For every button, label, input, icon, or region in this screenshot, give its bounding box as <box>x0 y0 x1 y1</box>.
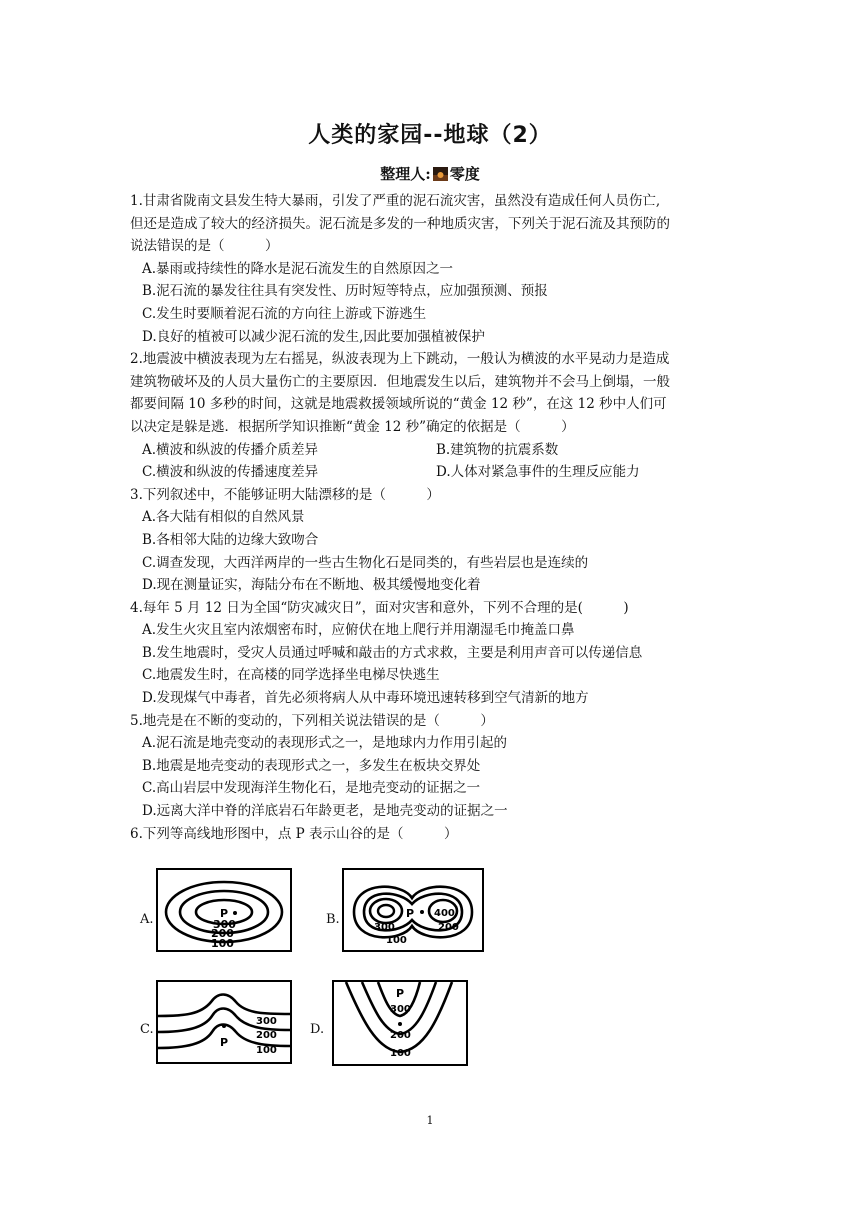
figure-a-label: A. <box>140 912 154 927</box>
contour-label: 400 <box>434 908 455 919</box>
point-p-label: P <box>220 1036 229 1049</box>
contour-map-c <box>156 980 292 1064</box>
figure-d-label: D. <box>310 1022 325 1037</box>
contour-figures <box>138 866 518 1086</box>
option-c: C.横波和纵波的传播速度差异 <box>142 464 319 481</box>
contour-label: 100 <box>386 935 407 946</box>
figure-b-label: B. <box>326 912 340 927</box>
sunset-logo-icon <box>433 167 448 181</box>
editor-name: 零度 <box>449 165 480 183</box>
editor-prefix: 整理人: <box>380 165 431 183</box>
option-a: A.各大陆有相似的自然风景 <box>142 509 305 526</box>
point-p-label: P <box>406 907 415 920</box>
question-text: 说法错误的是（ ） <box>130 238 279 255</box>
option-d: D.发现煤气中毒者，首先必须将病人从中毒环境迅速转移到空气清新的地方 <box>142 690 589 707</box>
question-6 <box>130 823 730 846</box>
question-text: 但还是造成了较大的经济损失。泥石流是多发的一种地质灾害，下列关于泥石流及其预防的 <box>130 215 670 232</box>
option-b: B.发生地震时，受灾人员通过呼喊和敲击的方式求救，主要是利用声音可以传递信息 <box>142 644 643 661</box>
point-p-label: P <box>396 987 405 1000</box>
question-text: 6.下列等高线地形图中，点 P 表示山谷的是（ ） <box>130 825 458 842</box>
option-a: A.暴雨或持续性的降水是泥石流发生的自然原因之一 <box>142 260 454 277</box>
option-b: B.建筑物的抗震系数 <box>436 441 559 458</box>
option-b: B.地震是地壳变动的表现形式之一，多发生在板块交界处 <box>142 757 481 774</box>
contour-map-b <box>342 868 484 952</box>
contour-map-d <box>332 980 468 1066</box>
contour-label: 200 <box>390 1030 411 1041</box>
contour-label: 300 <box>390 1004 411 1015</box>
figure-c-label: C. <box>140 1022 154 1037</box>
question-text: 4.每年 5 月 12 日为全国“防灾减灾日”，面对灾害和意外，下列不合理的是( ) <box>130 599 629 616</box>
editor-line <box>0 163 860 184</box>
question-list <box>130 190 730 845</box>
question-text: 2.地震波中横波表现为左右摇晃，纵波表现为上下跳动，一般认为横波的水平晃动力是造成 <box>130 351 670 368</box>
contour-label: 300 <box>256 1016 277 1027</box>
contour-label: 200 <box>211 927 234 940</box>
option-a: A.横波和纵波的传播介质差异 <box>142 441 319 458</box>
question-text: 1.甘肃省陇南文县发生特大暴雨，引发了严重的泥石流灾害，虽然没有造成任何人员伤亡, <box>130 193 661 209</box>
point-p-label: P <box>220 907 229 920</box>
contour-label: 100 <box>211 937 234 950</box>
question-4 <box>130 597 730 710</box>
contour-map-a <box>156 868 292 952</box>
question-text: 5.地壳是在不断的变动的，下列相关说法错误的是（ ） <box>130 712 494 729</box>
question-2 <box>130 348 730 484</box>
option-c: C.地震发生时，在高楼的同学选择坐电梯尽快逃生 <box>142 667 440 684</box>
option-d: D.良好的植被可以减少泥石流的发生,因此要加强植被保护 <box>142 328 485 345</box>
option-d: D.人体对紧急事件的生理反应能力 <box>436 464 640 481</box>
contour-label: 300 <box>213 918 236 931</box>
question-1 <box>130 190 730 348</box>
question-text: 建筑物破坏及的人员大量伤亡的主要原因．但地震发生以后，建筑物并不会马上倒塌，一般 <box>130 373 670 390</box>
contour-label: 100 <box>256 1045 277 1056</box>
page-number: 1 <box>426 1114 434 1127</box>
question-text: 都要间隔 10 多秒的时间，这就是地震救援领域所说的“黄金 12 秒”，在这 12 秒中人们可 <box>130 396 667 413</box>
question-5 <box>130 710 730 823</box>
option-b: B.各相邻大陆的边缘大致吻合 <box>142 531 319 548</box>
contour-label: 100 <box>390 1048 411 1059</box>
contour-label: 300 <box>374 922 395 933</box>
contour-label: 200 <box>256 1030 277 1041</box>
option-a: A.泥石流是地壳变动的表现形式之一，是地球内力作用引起的 <box>142 735 508 752</box>
question-3 <box>130 484 730 597</box>
option-d: D.现在测量证实，海陆分布在不断地、极其缓慢地变化着 <box>142 577 481 594</box>
option-d: D.远离大洋中脊的洋底岩石年龄更老，是地壳变动的证据之一 <box>142 803 508 820</box>
question-text: 3.下列叙述中，不能够证明大陆漂移的是（ ） <box>130 486 440 503</box>
page-title: 人类的家园--地球（2） <box>308 123 552 148</box>
option-b: B.泥石流的暴发往往具有突发性、历时短等特点，应加强预测、预报 <box>142 283 548 300</box>
question-text: 以决定是躲是逃．根据所学知识推断“黄金 12 秒”确定的依据是（ ） <box>130 418 575 435</box>
contour-label: 200 <box>438 922 459 933</box>
option-c: C.发生时要顺着泥石流的方向往上游或下游逃生 <box>142 305 427 322</box>
option-a: A.发生火灾且室内浓烟密布时，应俯伏在地上爬行并用潮湿毛巾掩盖口鼻 <box>142 622 575 639</box>
option-c: C.调查发现，大西洋两岸的一些古生物化石是同类的，有些岩层也是连续的 <box>142 554 589 571</box>
option-c: C.高山岩层中发现海洋生物化石，是地壳变动的证据之一 <box>142 780 481 797</box>
